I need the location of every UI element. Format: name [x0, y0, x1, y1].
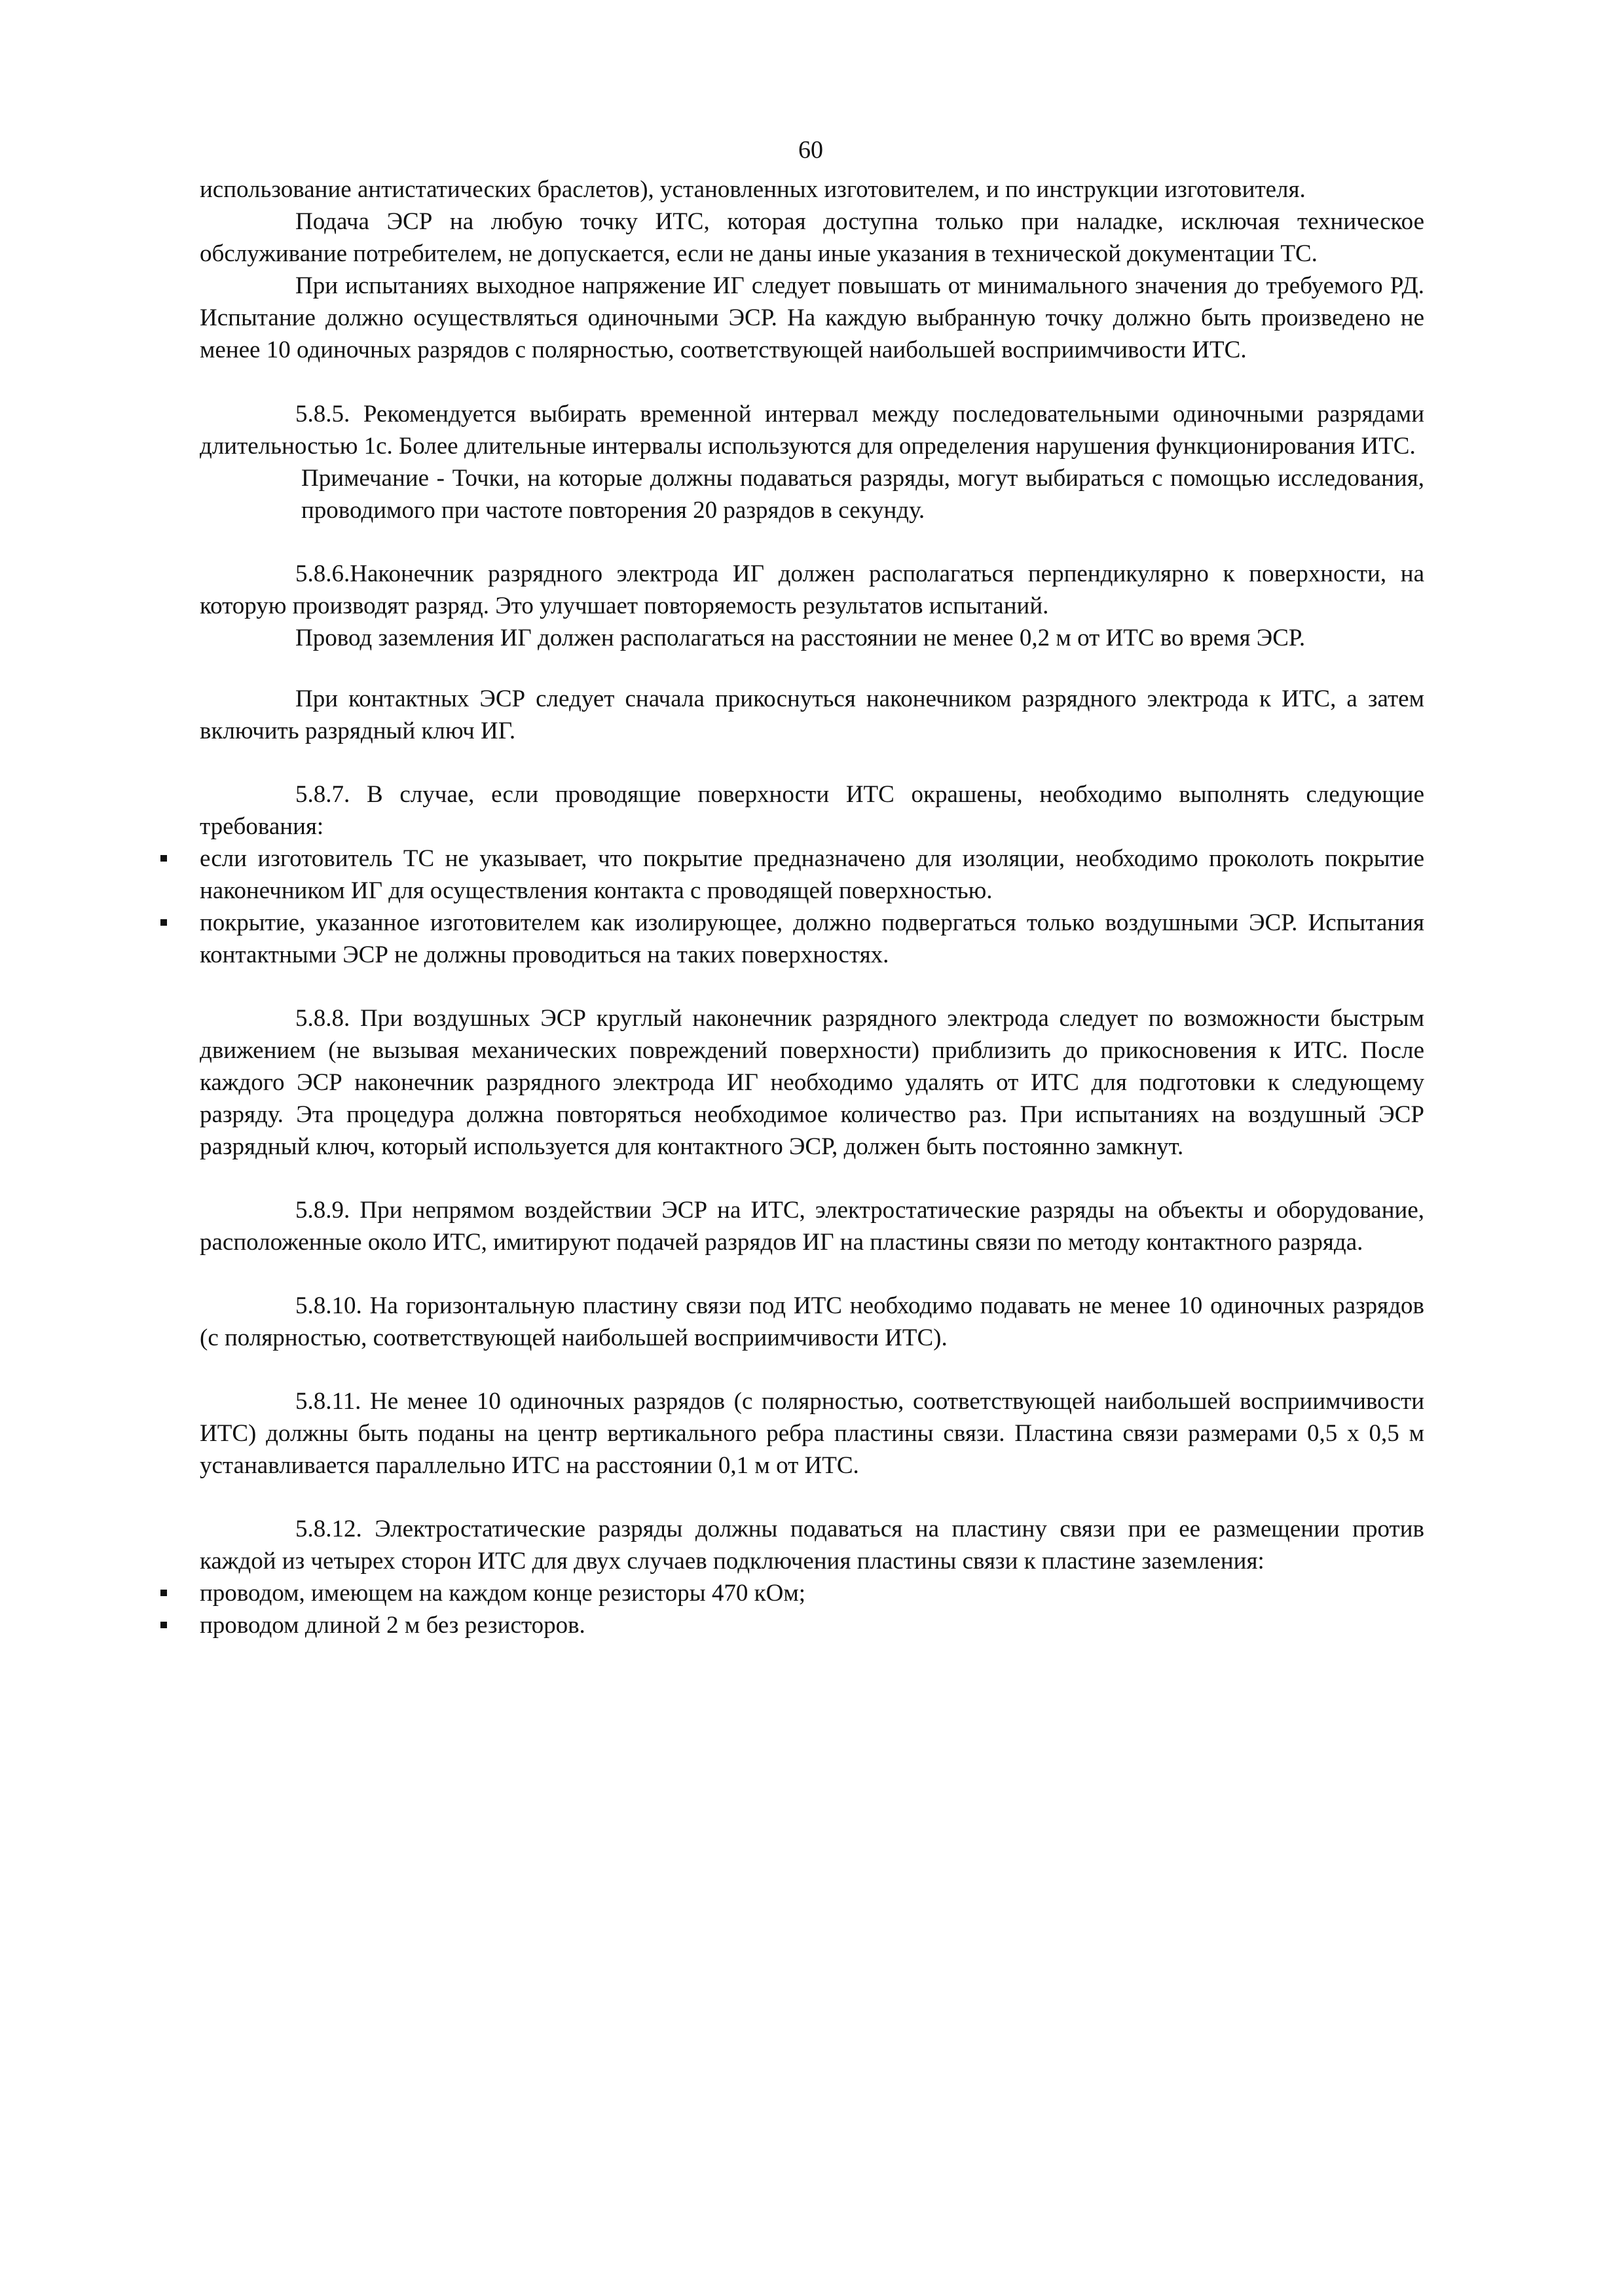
paragraph-5-8-10: 5.8.10. На горизонтальную пластину связи под ИТС необходимо подавать не менее 10 одиночных разрядов (с полярностью, соответствующей наибольшей восприимчивости ИТС). — [200, 1292, 1424, 1351]
paragraph-5-8-8: 5.8.8. При воздушных ЭСР круглый наконечник разрядного электрода следует по возможности быстрым движением (не вызывая механических повреждений поверхности) приблизить до прикосновения к ИТС. После каждого ЭСР наконечник разрядного электрода ИГ необходимо удалять от ИТС для подготовки к следующему разряду. Эта процедура должна повторяться необходимое количество раз. При испытаниях на воздушный ЭСР разрядный ключ, который используется для контактного ЭСР, должен быть постоянно замкнут. — [200, 1005, 1424, 1160]
page-number: 60 — [798, 136, 823, 164]
paragraph-continuation: использование антистатических браслетов), установленных изготовителем, и по инструкции изготовителя. — [200, 176, 1306, 203]
paragraph-5-8-6: 5.8.6.Наконечник разрядного электрода ИГ должен располагаться перпендикулярно к поверхности, на которую производят разряд. Это улучшает повторяемость результатов испытаний. — [200, 560, 1424, 619]
paragraph-5-8-12: 5.8.12. Электростатические разряды должны подаваться на пластину связи при ее размещении против каждой из четырех сторон ИТС для двух случаев подключения пластины связи к пластине заземления: — [200, 1516, 1424, 1575]
paragraph-podacha: Подача ЭСР на любую точку ИТС, которая доступна только при наладке, исключая техническое обслуживание потребителем, не допускается, если не даны иные указания в технической документации ТС. — [200, 208, 1424, 267]
bullet-list-5-8-7 — [200, 843, 1424, 971]
paragraph-5-8-7: 5.8.7. В случае, если проводящие поверхности ИТС окрашены, необходимо выполнять следующие требования: — [200, 781, 1424, 840]
list-item: покрытие, указанное изготовителем как изолирующее, должно подвергаться только воздушными ЭСР. Испытания контактными ЭСР не должны проводиться на таких поверхностях. — [200, 907, 1424, 971]
paragraph-5-8-9: 5.8.9. При непрямом воздействии ЭСР на ИТС, электростатические разряды на объекты и оборудование, расположенные около ИТС, имитируют подачей разрядов ИГ на пластины связи по методу контактного разряда. — [200, 1197, 1424, 1256]
bullet-list-5-8-12 — [200, 1577, 1424, 1641]
list-item: если изготовитель ТС не указывает, что покрытие предназначено для изоляции, необходимо проколоть покрытие наконечником ИГ для осуществления контакта с проводящей поверхностью. — [200, 843, 1424, 907]
paragraph-5-8-6-ground: Провод заземления ИГ должен располагаться на расстоянии не менее 0,2 м от ИТС во время ЭСР. — [295, 625, 1306, 651]
document-body — [200, 173, 1424, 1641]
paragraph-5-8-11: 5.8.11. Не менее 10 одиночных разрядов (с полярностью, соответствующей наибольшей восприимчивости ИТС) должны быть поданы на центр вертикального ребра пластины связи. Пластина связи размерами 0,5 х 0,5 м устанавливается параллельно ИТС на расстоянии 0,1 м от ИТС. — [200, 1388, 1424, 1479]
list-item: проводом длиной 2 м без резисторов. — [200, 1609, 1424, 1641]
paragraph-5-8-5: 5.8.5. Рекомендуется выбирать временной интервал между последовательными одиночными разрядами длительностью 1с. Более длительные интервалы используются для определения нарушения функционирования ИТС. — [200, 401, 1424, 460]
list-item: проводом, имеющем на каждом конце резисторы 470 кОм; — [200, 1577, 1424, 1609]
paragraph-ispytaniya: При испытаниях выходное напряжение ИГ следует повышать от минимального значения до требуемого РД. Испытание должно осуществляться одиночными ЭСР. На каждую выбранную точку должно быть произведено не менее 10 одиночных разрядов с полярностью, соответствующей наибольшей восприимчивости ИТС. — [200, 272, 1424, 363]
note-5-8-5: Примечание - Точки, на которые должны подаваться разряды, могут выбираться с помощью исследования, проводимого при частоте повторения 20 разрядов в секунду. — [301, 465, 1424, 524]
paragraph-5-8-6-contact: При контактных ЭСР следует сначала прикоснуться наконечником разрядного электрода к ИТС, а затем включить разрядный ключ ИГ. — [200, 685, 1424, 744]
